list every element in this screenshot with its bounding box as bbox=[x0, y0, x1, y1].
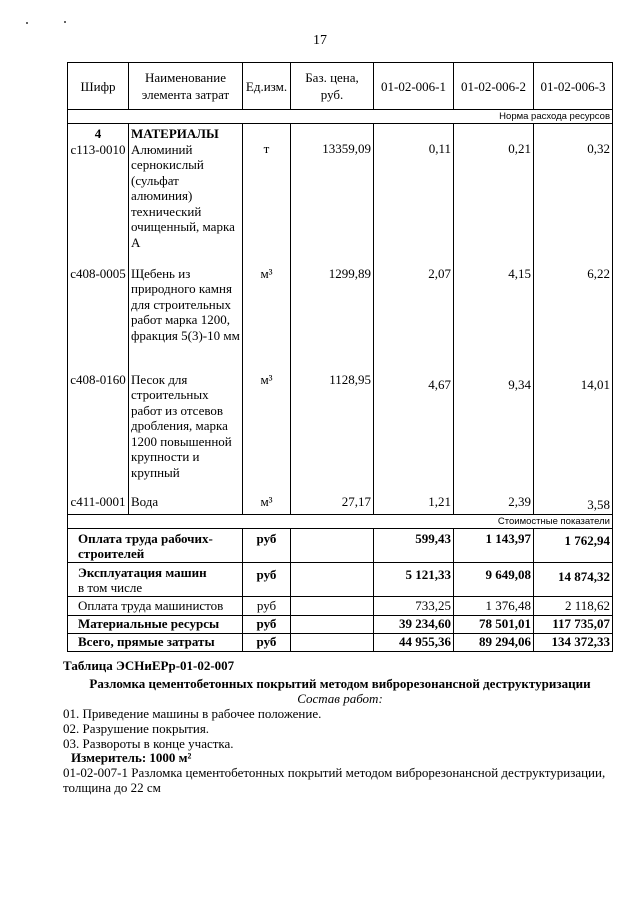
row-value-3: 3,58 bbox=[534, 494, 613, 515]
cost-value-1: 39 234,60 bbox=[374, 615, 454, 633]
cost-value-3: 2 118,62 bbox=[534, 596, 613, 615]
cost-value-3: 134 372,33 bbox=[534, 633, 613, 651]
scan-speck bbox=[26, 22, 28, 24]
row-value-3: 0,32 bbox=[534, 124, 613, 266]
page-number: 17 bbox=[313, 33, 327, 48]
cost-name: Оплата труда машинистов bbox=[68, 596, 243, 615]
row-name: Песок для строительных работ из отсевов дробления, марка 1200 повышенной крупности и крупный bbox=[131, 371, 232, 480]
row-code: с113-0010 bbox=[70, 141, 126, 157]
cost-row-total bbox=[68, 633, 613, 651]
header-code: Шифр bbox=[68, 63, 129, 110]
row-unit: м³ bbox=[243, 494, 291, 515]
table-subtitle: Разломка цементобетонных покрытий методом виброрезонансной деструктуризации bbox=[89, 676, 591, 691]
header-col3: 01-02-006-3 bbox=[534, 63, 613, 110]
work-heading: Состав работ: bbox=[297, 691, 383, 706]
cost-row-materials bbox=[68, 615, 613, 633]
resource-table bbox=[67, 62, 613, 652]
row-code: с411-0001 bbox=[68, 494, 129, 515]
cost-value-1: 5 121,33 bbox=[374, 562, 454, 596]
work-item: 01. Приведение машины в рабочее положение. bbox=[63, 706, 322, 721]
cost-unit: руб bbox=[243, 615, 291, 633]
row-value-3: 6,22 bbox=[534, 266, 613, 372]
row-value-1: 2,07 bbox=[374, 266, 454, 372]
cost-row-machines bbox=[68, 562, 613, 596]
row-price: 1299,89 bbox=[291, 266, 374, 372]
cost-name: Материальные ресурсы bbox=[68, 615, 243, 633]
materials-section-code: 4 bbox=[94, 126, 102, 141]
row-value-1: 4,67 bbox=[374, 372, 454, 494]
row-value-2: 0,21 bbox=[454, 124, 534, 266]
row-name: Щебень из природного камня для строительных работ марка 1200, фракция 5(3)-10 мм bbox=[131, 265, 240, 343]
row-price: 27,17 bbox=[291, 494, 374, 515]
row-code: с408-0005 bbox=[68, 266, 129, 372]
cost-value-1: 733,25 bbox=[374, 596, 454, 615]
work-item: 02. Разрушение покрытия. bbox=[63, 721, 210, 736]
row-name: Алюминий сернокислый (сульфат алюминия) технический очищенный, марка А bbox=[131, 141, 235, 250]
materials-section-title: МАТЕРИАЛЫ bbox=[131, 126, 219, 141]
table-row bbox=[68, 372, 613, 494]
cost-subtext: в том числе bbox=[78, 580, 143, 595]
table-row bbox=[68, 124, 613, 266]
cost-row-operators bbox=[68, 596, 613, 615]
header-col2: 01-02-006-2 bbox=[454, 63, 534, 110]
table-header-row bbox=[68, 63, 613, 110]
cost-caption: Стоимостные показатели bbox=[68, 514, 613, 528]
cost-unit: руб bbox=[243, 562, 291, 596]
final-line-cont: толщина до 22 см bbox=[63, 780, 161, 795]
row-unit: м³ bbox=[243, 372, 291, 494]
cost-value-3: 1 762,94 bbox=[534, 528, 613, 562]
row-name: Вода bbox=[129, 494, 243, 515]
row-value-3: 14,01 bbox=[534, 372, 613, 494]
cost-row-labor bbox=[68, 528, 613, 562]
table-row bbox=[68, 266, 613, 372]
row-price: 1128,95 bbox=[291, 372, 374, 494]
cost-value-2: 1 376,48 bbox=[454, 596, 534, 615]
row-unit: м³ bbox=[243, 266, 291, 372]
cost-name: Эксплуатация машин bbox=[78, 564, 207, 580]
header-price: Баз. цена, руб. bbox=[291, 63, 374, 110]
cost-value-3: 117 735,07 bbox=[534, 615, 613, 633]
cost-value-2: 9 649,08 bbox=[454, 562, 534, 596]
cost-unit: руб bbox=[243, 596, 291, 615]
row-value-2: 2,39 bbox=[454, 494, 534, 515]
row-value-1: 1,21 bbox=[374, 494, 454, 515]
final-line: 01-02-007-1 Разломка цементобетонных покрытий методом виброрезонансной деструктуризации, bbox=[63, 765, 606, 780]
row-code: с408-0160 bbox=[68, 372, 129, 494]
row-value-2: 9,34 bbox=[454, 372, 534, 494]
row-value-2: 4,15 bbox=[454, 266, 534, 372]
cost-name: Всего, прямые затраты bbox=[68, 633, 243, 651]
table-title: Таблица ЭСНиЕРр-01-02-007 bbox=[63, 658, 235, 673]
header-col1: 01-02-006-1 bbox=[374, 63, 454, 110]
cost-name: Оплата труда рабочих-строителей bbox=[68, 528, 243, 562]
norm-caption: Норма расхода ресурсов bbox=[68, 110, 613, 124]
table-row bbox=[68, 494, 613, 515]
cost-value-1: 44 955,36 bbox=[374, 633, 454, 651]
row-value-1: 0,11 bbox=[374, 124, 454, 266]
cost-value-1: 599,43 bbox=[374, 528, 454, 562]
header-name: Наименование элемента затрат bbox=[129, 63, 243, 110]
cost-value-3: 14 874,32 bbox=[534, 562, 613, 596]
row-unit: т bbox=[243, 124, 291, 266]
cost-value-2: 78 501,01 bbox=[454, 615, 534, 633]
row-price: 13359,09 bbox=[291, 124, 374, 266]
work-item: 03. Развороты в конце участка. bbox=[63, 736, 234, 751]
cost-value-2: 1 143,97 bbox=[454, 528, 534, 562]
scan-speck bbox=[64, 21, 66, 23]
norm-caption-row bbox=[68, 110, 613, 124]
cost-value-2: 89 294,06 bbox=[454, 633, 534, 651]
cost-unit: руб bbox=[243, 528, 291, 562]
header-unit: Ед.изм. bbox=[243, 63, 291, 110]
measure-label: Измеритель: 1000 м² bbox=[71, 750, 192, 765]
cost-unit: руб bbox=[243, 633, 291, 651]
cost-caption-row bbox=[68, 514, 613, 528]
